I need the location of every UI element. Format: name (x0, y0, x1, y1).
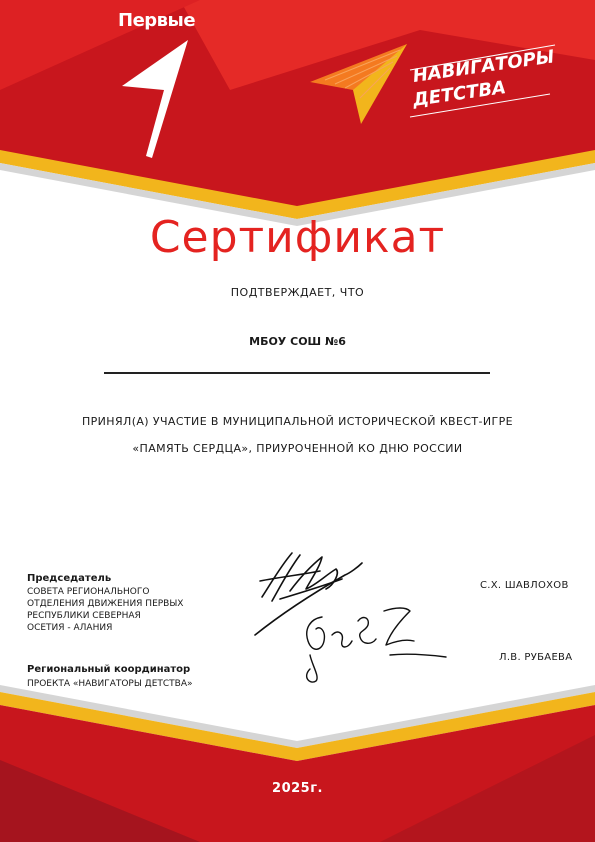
certificate-year: 2025г. (272, 781, 323, 796)
confirms-text: ПОДТВЕРЖДАЕТ, ЧТО (230, 286, 365, 299)
signatory-1-description (27, 586, 183, 634)
signature-1 (255, 553, 362, 635)
certificate-title: Сертификат (149, 212, 446, 263)
recipient-name: МБОУ СОШ №6 (249, 335, 346, 348)
signatory-1-desc-line: СОВЕТА РЕГИОНАЛЬНОГО (27, 587, 150, 597)
participation-line-2: «ПАМЯТЬ СЕРДЦА», ПРИУРОЧЕННОЙ КО ДНЮ РОССИИ (132, 442, 463, 455)
handwritten-signatures (250, 545, 450, 685)
signatory-2-description (27, 678, 193, 690)
signatory-1-desc-line: РЕСПУБЛИКИ СЕВЕРНАЯ (27, 611, 141, 621)
signatory-1-name: С.Х. ШАВЛОХОВ (480, 580, 569, 591)
navigators-logo (305, 40, 560, 130)
signatory-2-name: Л.В. РУБАЕВА (499, 652, 573, 663)
navigators-logo-line1: НАВИГАТОРЫ (411, 46, 556, 87)
signature-2 (307, 608, 446, 682)
signatory-1-title: Председатель (27, 573, 112, 584)
paper-plane-icon (305, 40, 415, 130)
navigators-logo-line2: ДЕТСТВА (411, 77, 508, 111)
signatory-2-title: Региональный координатор (27, 664, 191, 675)
signatory-1-desc-line: ОТДЕЛЕНИЯ ДВИЖЕНИЯ ПЕРВЫХ (27, 599, 184, 609)
pervye-logo (118, 10, 198, 160)
participation-line-1: ПРИНЯЛ(А) УЧАСТИЕ В МУНИЦИПАЛЬНОЙ ИСТОРИЧЕСКОЙ КВЕСТ-ИГРЕ (81, 415, 514, 428)
pervye-one-icon (118, 38, 198, 160)
recipient-underline (104, 372, 490, 374)
signatory-1-desc-line: ОСЕТИЯ - АЛАНИЯ (27, 623, 113, 633)
pervye-logo-text: Первые (118, 10, 196, 31)
signatory-2-desc-line: ПРОЕКТА «НАВИГАТОРЫ ДЕТСТВА» (27, 679, 193, 689)
